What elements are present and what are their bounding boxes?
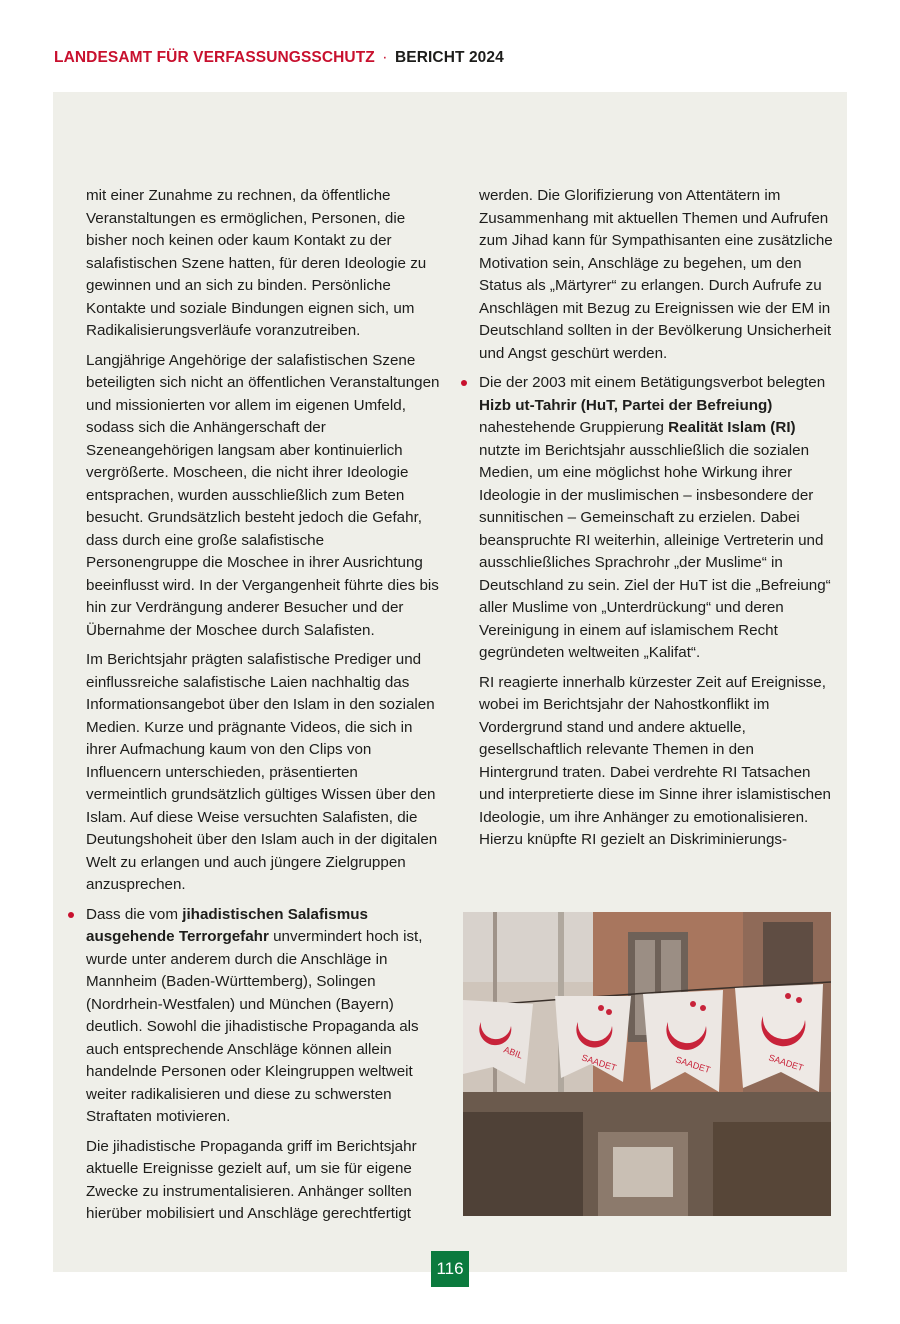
left-paragraph-2: Langjährige Angehörige der salafistischen Szene beteiligten sich nicht an öffentlichen Veranstaltungen und missionierten vor allem im eigenen Umfeld, sodass sich die Anhängerschaft der Szeneangehörigen langsam aber kontinuierlich vergrößerte. Moscheen, die nicht ihrer Ideologie entsprachen, wurden ausschließlich zum Beten besucht. Grundsätzlich besteht jedoch die Gefahr, dass durch eine große salafistische Personengruppe die Moschee in ihrer Ausrichtung beeinflusst wird. In der Vergangenheit führte dies bis hin zur Verdrängung anderer Besucher und der Übernahme der Moschee durch Salafisten. bbox=[86, 351, 440, 639]
running-header bbox=[54, 49, 504, 67]
bullet-dot-icon bbox=[461, 380, 467, 386]
bullet1-text-pre: Dass die vom bbox=[86, 905, 183, 923]
svg-text:ABIL: ABIL bbox=[502, 1044, 525, 1061]
left-column bbox=[86, 185, 440, 1233]
svg-text:SAADET: SAADET bbox=[580, 1052, 618, 1074]
left-paragraph-3: Im Berichtsjahr prägten salafistische Prediger und einflussreiche salafistische Laien nachhaltig das Informationsangebot über den Islam in den sozialen Medien. Kurze und prägnante Videos, die sich in ihrer Aufmachung kaum von den Clips von Influencern unterschieden, präsentierten vermeintlich grundsätzlich gültiges Wissen über den Islam. Auf diese Weise versuchten Salafisten, die Deutungshoheit über den Islam auch in der digitalen Welt zu erlangen und auch jüngere Zielgruppen anzusprechen. bbox=[86, 651, 438, 893]
right-column bbox=[479, 185, 835, 859]
bullet2-text-post: nutzte im Berichtsjahr ausschließlich die sozialen Medien, um eine möglichst hohe Wirkung ihrer Ideologie in der muslimischen – insbesondere der sunnitischen – Gemeinschaft zu erzielen. Dabei beanspruchte RI weiterhin, alleinige Vertreterin und ausschließliches Sprachrohr „der Muslime“ in Deutschland zu sein. Ziel der HuT ist die „Befreiung“ aller Muslime von „Unterdrückung“ und deren Vereinigung in einem auf islamischem Recht gegründeten weltweiten „Kalifat“. bbox=[479, 441, 831, 661]
bullet2-text-pre: Die der 2003 mit einem Betätigungsverbot belegten bbox=[479, 374, 826, 391]
bullet-jihadist-terror bbox=[86, 904, 440, 1129]
right-paragraph-1: werden. Die Glorifizierung von Attentätern im Zusammenhang mit aktuellen Themen und Aufrufen zum Jihad kann für Sympathisanten eine zusätzliche Motivation sein, Anschläge zu begehen, um den Status als „Märtyrer“ zu erlangen. Durch Aufrufe zu Anschlägen mit Bezug zu Ereignissen wie der EM in Deutschland sollten in der Bevölkerung Unsicherheit und Angst geschürt werden. bbox=[479, 187, 833, 362]
svg-text:SAADET: SAADET bbox=[674, 1054, 712, 1076]
header-separator: · bbox=[382, 49, 388, 66]
bullet2-text-bold-2: Realität Islam (RI) bbox=[668, 419, 796, 436]
page-number: 116 bbox=[431, 1251, 469, 1287]
left-paragraph-1: mit einer Zunahme zu rechnen, da öffentliche Veranstaltungen es ermöglichen, Personen, die bisher noch keinen oder kaum Kontakt zu der salafistischen Szene hatten, für deren Ideologie zu gewinnen und an sich zu binden. Persönliche Kontakte und soziale Bindungen eignen sich, um Radikalisierungsverläufe voranzutreiben. bbox=[86, 187, 427, 339]
flags-photo bbox=[463, 912, 831, 1216]
bullet2-text-mid: nahestehende Gruppierung bbox=[479, 419, 669, 436]
header-report-title: BERICHT 2024 bbox=[394, 49, 504, 66]
left-paragraph-4: Die jihadistische Propaganda griff im Berichtsjahr aktuelle Ereignisse gezielt auf, um sie für eigene Zwecke zu instrumentalisieren. Anhänger sollten hierüber mobilisiert und Anschläge gerechtfertigt bbox=[86, 1137, 417, 1222]
bullet1-text-bold: jihadistischen Salafismus ausgehende Terrorgefahr bbox=[86, 905, 368, 945]
header-organization: LANDESAMT FÜR VERFASSUNGSSCHUTZ bbox=[54, 49, 375, 66]
bullet2-text-bold-1: Hizb ut-Tahrir (HuT, Partei der Befreiung) bbox=[479, 396, 773, 414]
right-paragraph-2: RI reagierte innerhalb kürzester Zeit auf Ereignisse, wobei im Berichtsjahr der Nahostkonflikt im Vordergrund stand und andere aktuelle, gesellschaftlich relevante Themen in den Hintergrund traten. Dabei verdrehte RI Tatsachen und interpretierte diese im Sinne ihrer islamistischen Ideologie, um ihre Anhänger zu emotionalisieren. Hierzu knüpfte RI gezielt an Diskriminierungs- bbox=[479, 673, 832, 848]
svg-text:SAADET: SAADET bbox=[767, 1052, 805, 1074]
bullet1-text-post: unvermindert hoch ist, wurde unter anderem durch die Anschläge in Mannheim (Baden-Württemberg), Solingen (Nordrhein-Westfalen) und München (Bayern) deutlich. Sowohl die jihadistische Propaganda als auch entsprechende Anschläge können allein handelnde Personen oder Kleingruppen weltweit weiter radikalisieren und diese zu schwersten Straftaten motivieren. bbox=[86, 928, 423, 1125]
bullet-dot-icon bbox=[68, 912, 74, 918]
bullet-realitaet-islam bbox=[479, 372, 835, 665]
